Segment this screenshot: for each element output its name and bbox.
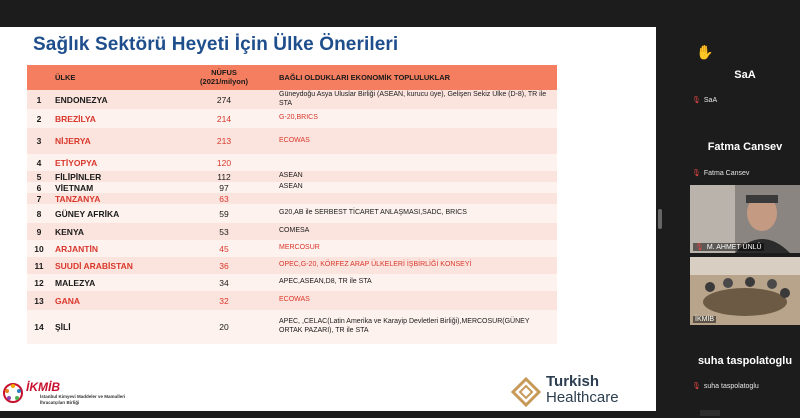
participant-label: 🎙 Fatma Cansev — [692, 170, 750, 177]
participant-display-name: Fatma Cansev — [707, 141, 783, 153]
population-cell: 53 — [219, 226, 229, 237]
mic-off-icon: 🎙 — [692, 97, 701, 104]
economic-community-cell: ECOWAS — [279, 136, 310, 144]
table-row — [27, 154, 557, 171]
country-cell: ŞİLİ — [55, 322, 71, 332]
table-row — [27, 257, 557, 274]
participant-display-name: suha taspolatoglu — [697, 355, 793, 367]
header-population: NÜFUS (2021/milyon) — [200, 67, 248, 86]
participant-display-name: SaA — [734, 69, 756, 81]
population-cell: 112 — [217, 171, 231, 182]
country-cell: SUUDİ ARABİSTAN — [55, 260, 133, 271]
rank-cell: 5 — [36, 171, 42, 182]
header-rank — [27, 65, 51, 90]
table-row — [27, 182, 557, 193]
rank-cell: 8 — [36, 208, 42, 219]
participant-tile-saa[interactable] — [690, 69, 800, 119]
header-economic-communities: BAĞLI OLDUKLARI EKONOMİK TOPLULUKLAR — [279, 73, 451, 82]
economic-community-cell: ASEAN — [279, 183, 303, 191]
participant-label: İKMİB — [695, 316, 715, 323]
rank-cell: 13 — [34, 295, 44, 306]
country-cell: ARJANTİN — [55, 243, 98, 254]
rank-cell: 14 — [34, 322, 44, 332]
country-cell: FİLİPİNLER — [55, 171, 102, 182]
population-cell: 20 — [219, 322, 229, 332]
table-row — [27, 291, 557, 310]
participant-video-feed — [690, 257, 800, 325]
economic-community-cell: APEC,ASEAN,D8, TR ile STA — [279, 278, 372, 286]
table-row — [27, 274, 557, 291]
turkish-healthcare-line2: Healthcare — [546, 389, 619, 406]
population-cell: 274 — [216, 94, 232, 105]
rank-cell: 12 — [34, 277, 44, 288]
participant-video-ahmet-unlu[interactable] — [690, 185, 800, 253]
table-row — [27, 171, 557, 182]
rank-cell: 11 — [34, 260, 44, 271]
rank-cell: 7 — [36, 193, 42, 204]
table-header-row — [27, 65, 557, 90]
participant-video-ikmib[interactable] — [690, 257, 800, 325]
economic-community-cell: ECOWAS — [279, 296, 310, 304]
slide-scrollbar[interactable] — [658, 209, 662, 229]
participants-panel — [686, 37, 800, 418]
mic-off-icon: 🎙 — [692, 170, 701, 177]
population-cell: 213 — [216, 136, 232, 146]
country-cell: MALEZYA — [55, 277, 96, 288]
rank-cell: 9 — [36, 226, 42, 237]
economic-community-cell — [275, 193, 557, 204]
ikmib-subtitle: İstanbul Kimyevi Maddeler ve Mamulleri İhracatçıları Birliği — [40, 394, 126, 405]
table-row — [27, 128, 557, 154]
mic-off-icon: 🎙 — [692, 383, 701, 390]
country-cell: BREZİLYA — [55, 113, 96, 124]
table-row — [27, 223, 557, 240]
country-cell: GANA — [55, 295, 81, 306]
table-row — [27, 240, 557, 257]
ikmib-logo — [0, 380, 150, 410]
economic-community-cell: MERCOSUR — [279, 244, 320, 252]
population-cell: 97 — [219, 182, 229, 193]
header-country: ÜLKE — [55, 73, 76, 82]
country-cell: ETİYOPYA — [55, 157, 98, 168]
population-cell: 45 — [219, 243, 229, 254]
participant-label: 🎙 SaA — [692, 97, 718, 104]
country-cell: KENYA — [55, 226, 84, 237]
economic-community-cell: G-20,BRICS — [279, 114, 318, 122]
ikmib-name: İKMİB — [26, 380, 60, 394]
economic-community-cell: OPEC,G-20, KÖRFEZ ARAP ÜLKELERİ İŞBİRLİĞİ KONSEYİ — [279, 261, 472, 269]
panel-scroll-indicator[interactable] — [700, 410, 720, 416]
participant-label: 🎙 M. AHMET ÜNLÜ — [695, 244, 762, 251]
country-cell: NİJERYA — [55, 136, 91, 146]
economic-community-cell: ASEAN — [279, 172, 303, 180]
rank-cell: 4 — [36, 157, 42, 168]
rank-cell: 6 — [36, 182, 42, 193]
economic-community-cell: Güneydoğu Asya Uluslar Birliği (ASEAN, kurucu üye), Gelişen Sekiz Ülke (D-8), TR ile STA — [279, 90, 547, 107]
economic-community-cell: G20,AB ile SERBEST TİCARET ANLAŞMASI,SADC, BRICS — [279, 209, 467, 217]
participant-label: 🎙 suha taspolatoglu — [692, 383, 759, 390]
country-cell: TANZANYA — [55, 193, 101, 204]
economic-community-cell: COMESA — [279, 227, 310, 235]
country-table — [27, 65, 557, 344]
participant-tile-fatma-cansev[interactable] — [690, 141, 800, 191]
turkish-healthcare-line1: Turkish — [546, 373, 600, 390]
table-row — [27, 193, 557, 204]
rank-cell: 10 — [34, 243, 44, 254]
raised-hand-icon: ✋ — [696, 44, 714, 60]
population-cell: 214 — [216, 113, 232, 124]
ikmib-emblem-icon — [2, 382, 24, 404]
population-cell: 120 — [216, 157, 232, 168]
country-cell: ENDONEZYA — [55, 94, 108, 105]
table-row — [27, 109, 557, 128]
rank-cell: 1 — [36, 94, 42, 105]
table-row — [27, 310, 557, 344]
table-row — [27, 90, 557, 109]
table-row — [27, 204, 557, 223]
population-cell: 36 — [219, 260, 229, 271]
table-body — [27, 90, 557, 344]
country-cell: GÜNEY AFRİKA — [55, 208, 120, 219]
population-cell: 34 — [219, 277, 229, 288]
turkish-healthcare-logo — [511, 373, 641, 407]
population-cell: 32 — [219, 295, 229, 306]
economic-community-cell: APEC, ,CELAC(Latin Amerika ve Karayip Devletleri Birliği),MERCOSUR(GÜNEY ORTAK PAZARI), TR ile STA — [279, 318, 530, 334]
slide-title: Sağlık Sektörü Heyeti İçin Ülke Önerileri — [33, 34, 399, 55]
participant-tile-suha-taspolatoglu[interactable] — [690, 355, 800, 405]
rank-cell: 2 — [36, 113, 42, 124]
population-cell: 59 — [219, 208, 229, 219]
mic-off-icon: 🎙 — [695, 244, 704, 251]
economic-community-cell — [275, 154, 557, 171]
turkish-healthcare-mark-icon — [511, 377, 541, 407]
country-cell: VİETNAM — [55, 182, 94, 193]
population-cell: 63 — [219, 193, 229, 204]
rank-cell: 3 — [36, 136, 42, 146]
shared-slide — [0, 27, 656, 411]
